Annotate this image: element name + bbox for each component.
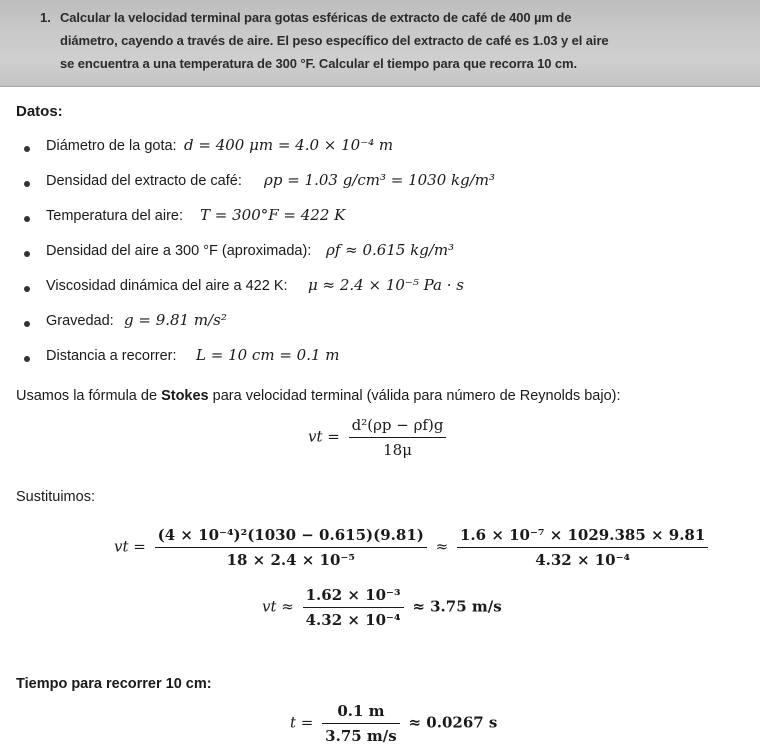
item-label: Gravedad: bbox=[46, 313, 114, 329]
velocity-result: ≈ 3.75 m/s bbox=[412, 597, 502, 616]
fraction-denominator: 3.75 m/s bbox=[325, 727, 397, 745]
item-label: Diámetro de la gota: bbox=[46, 138, 177, 154]
list-item bbox=[0, 208, 740, 234]
time-fraction bbox=[322, 702, 400, 745]
list-item bbox=[0, 313, 740, 339]
item-label: Temperatura del aire: bbox=[46, 208, 184, 224]
eq-lhs: vt = bbox=[114, 537, 146, 556]
velocity-result-equation bbox=[262, 586, 502, 629]
bullet-icon bbox=[24, 251, 30, 257]
fraction-numerator: 1.62 × 10⁻³ bbox=[303, 586, 404, 608]
bullet-icon bbox=[24, 321, 30, 327]
bullet-icon bbox=[24, 146, 30, 152]
time-result: ≈ 0.0267 s bbox=[408, 713, 498, 732]
approx-sign: ≈ bbox=[435, 537, 449, 556]
stokes-intro-post: para velocidad terminal (válida para número de Reynolds bajo): bbox=[208, 388, 621, 404]
stokes-fraction bbox=[349, 416, 447, 459]
time-equation bbox=[290, 702, 497, 745]
fraction-denominator: 18μ bbox=[383, 441, 412, 459]
item-math: ρf ≈ 0.615 kg/m³ bbox=[326, 241, 455, 259]
list-item bbox=[0, 348, 740, 374]
stokes-intro-pre: Usamos la fórmula de bbox=[16, 388, 162, 404]
list-item bbox=[0, 138, 740, 164]
tiempo-heading: Tiempo para recorrer 10 cm: bbox=[16, 676, 212, 692]
eq-lhs: t = bbox=[290, 713, 314, 732]
problem-line-2: diámetro, cayendo a través de aire. El peso específico del extracto de café es 1.03 y el aire bbox=[60, 33, 609, 48]
substitution-equation bbox=[114, 526, 712, 569]
problem-number: 1. bbox=[40, 10, 51, 25]
list-item bbox=[0, 243, 740, 269]
problem-photo bbox=[0, 0, 760, 87]
problem-line-3: se encuentra a una temperatura de 300 °F. Calcular el tiempo para que recorra 10 cm. bbox=[60, 56, 578, 71]
eq-lhs: vt ≈ bbox=[262, 597, 294, 616]
fraction-denominator: 4.32 × 10⁻⁴ bbox=[535, 551, 631, 569]
substitution-fraction-1 bbox=[155, 526, 427, 569]
stokes-equation bbox=[308, 416, 450, 459]
item-label: Viscosidad dinámica del aire a 422 K: bbox=[46, 278, 288, 294]
stokes-intro-bold: Stokes bbox=[161, 388, 209, 404]
item-math: d = 400 μm = 4.0 × 10⁻⁴ m bbox=[184, 136, 394, 154]
bullet-icon bbox=[24, 286, 30, 292]
list-item bbox=[0, 278, 740, 304]
fraction-denominator: 4.32 × 10⁻⁴ bbox=[305, 611, 401, 629]
item-math: g = 9.81 m/s² bbox=[124, 311, 227, 329]
fraction-numerator: 1.6 × 10⁻⁷ × 1029.385 × 9.81 bbox=[457, 526, 708, 548]
bullet-icon bbox=[24, 181, 30, 187]
fraction-numerator: 0.1 m bbox=[322, 702, 400, 724]
bullet-icon bbox=[24, 216, 30, 222]
stokes-intro bbox=[16, 388, 621, 404]
item-math: μ ≈ 2.4 × 10⁻⁵ Pa · s bbox=[308, 276, 464, 294]
problem-line-1: Calcular la velocidad terminal para gotas esféricas de extracto de café de 400 µm de bbox=[60, 10, 572, 25]
item-math: L = 10 cm = 0.1 m bbox=[196, 346, 340, 364]
fraction-denominator: 18 × 2.4 × 10⁻⁵ bbox=[226, 551, 355, 569]
item-label: Densidad del extracto de café: bbox=[46, 173, 242, 189]
velocity-fraction bbox=[303, 586, 404, 629]
item-label: Densidad del aire a 300 °F (aproximada): bbox=[46, 243, 312, 259]
substitution-fraction-2 bbox=[457, 526, 708, 569]
eq-lhs: vt = bbox=[308, 427, 340, 446]
fraction-numerator: d²(ρp − ρf)g bbox=[349, 416, 447, 438]
datos-heading: Datos: bbox=[16, 103, 63, 120]
list-item bbox=[0, 173, 740, 199]
sustituimos-label: Sustituimos: bbox=[16, 489, 95, 505]
item-label: Distancia a recorrer: bbox=[46, 348, 177, 364]
bullet-icon bbox=[24, 356, 30, 362]
fraction-numerator: (4 × 10⁻⁴)²(1030 − 0.615)(9.81) bbox=[155, 526, 427, 548]
item-math: T = 300°F = 422 K bbox=[200, 206, 346, 224]
item-math: ρp = 1.03 g/cm³ = 1030 kg/m³ bbox=[264, 171, 496, 189]
